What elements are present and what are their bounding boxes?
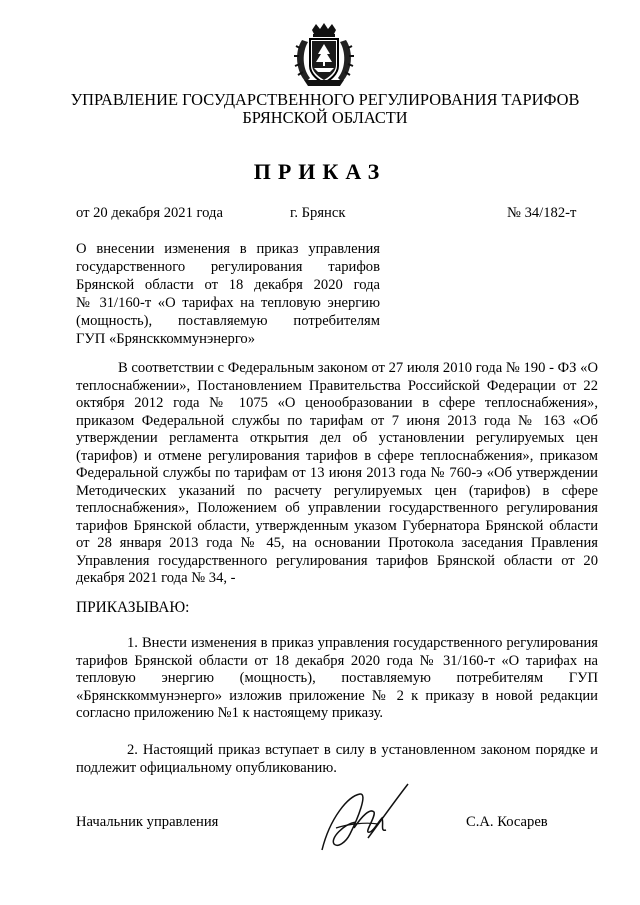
- subject-line: Брянской области от 18 декабря 2020 года: [76, 277, 380, 293]
- document-city: г. Брянск: [290, 205, 346, 221]
- subject-line: государственного регулирования тарифов: [76, 259, 380, 275]
- subject-line: О внесении изменения в приказ управления: [76, 241, 380, 257]
- preamble-paragraph: В соответствии с Федеральным законом от 27 июля 2010 года № 190 - ФЗ «О теплоснабжении», Постановлением Правительства Российской Федерации от 22 октября 2012 года № 1075 «О ценообразовании в сфере теплоснабжения», приказом Федеральной службы по тарифам от 7 июня 2013 года № 163 «Об утверждении регламента открытия дел об установлении регулируемых цен (тарифов) и отмене регулирования тарифов в сфере теплоснабжения», приказом Федеральной службы по тарифам от 13 июня 2013 года № 760-э «Об утверждении Методических указаний по расчету регулируемых цен (тарифов) в сфере теплоснабжения», Положением об управлении государственного регулирования тарифов Брянской области, утвержденным указом Губернатора Брянской области от 28 января 2013 года № 45, на основании Протокола заседания Правления Управления государственного регулирования тарифов Брянской области от 20 декабря 2021 года № 34, -: [76, 360, 598, 586]
- document-title: ПРИКАЗ: [253, 159, 387, 184]
- org-name-line-1: УПРАВЛЕНИЕ ГОСУДАРСТВЕННОГО РЕГУЛИРОВАНИЯ ТАРИФОВ: [70, 90, 580, 109]
- document-date: от 20 декабря 2021 года: [76, 205, 223, 221]
- org-name-line-2: БРЯНСКОЙ ОБЛАСТИ: [242, 108, 408, 127]
- subject-line: ГУП «Брянсккоммунэнерго»: [76, 331, 256, 347]
- order-word: ПРИКАЗЫВАЮ:: [76, 599, 190, 616]
- subject-line: № 31/160-т «О тарифах на тепловую энергию: [76, 295, 380, 311]
- order-item-2: 2. Настоящий приказ вступает в силу в установленном законом порядке и подлежит официальному опубликованию.: [76, 742, 598, 776]
- coat-of-arms-icon: [292, 22, 356, 88]
- subject-line: (мощность), поставляемую потребителям: [76, 313, 380, 329]
- signer-position: Начальник управления: [76, 814, 219, 830]
- subject-block: [76, 240, 380, 348]
- order-item-1: 1. Внести изменения в приказ управления государственного регулирования тарифов Брянской области от 18 декабря 2020 года № 31/160-т «О тарифах на тепловую энергию (мощность), поставляемую потребителям ГУП «Брянсккоммунэнерго» изложив приложение № 2 к приказу в новой редакции согласно приложению №1 к настоящему приказу.: [76, 635, 598, 721]
- handwritten-signature-icon: [308, 778, 420, 860]
- document-number: № 34/182-т: [507, 205, 577, 221]
- signer-name: С.А. Косарев: [466, 814, 548, 830]
